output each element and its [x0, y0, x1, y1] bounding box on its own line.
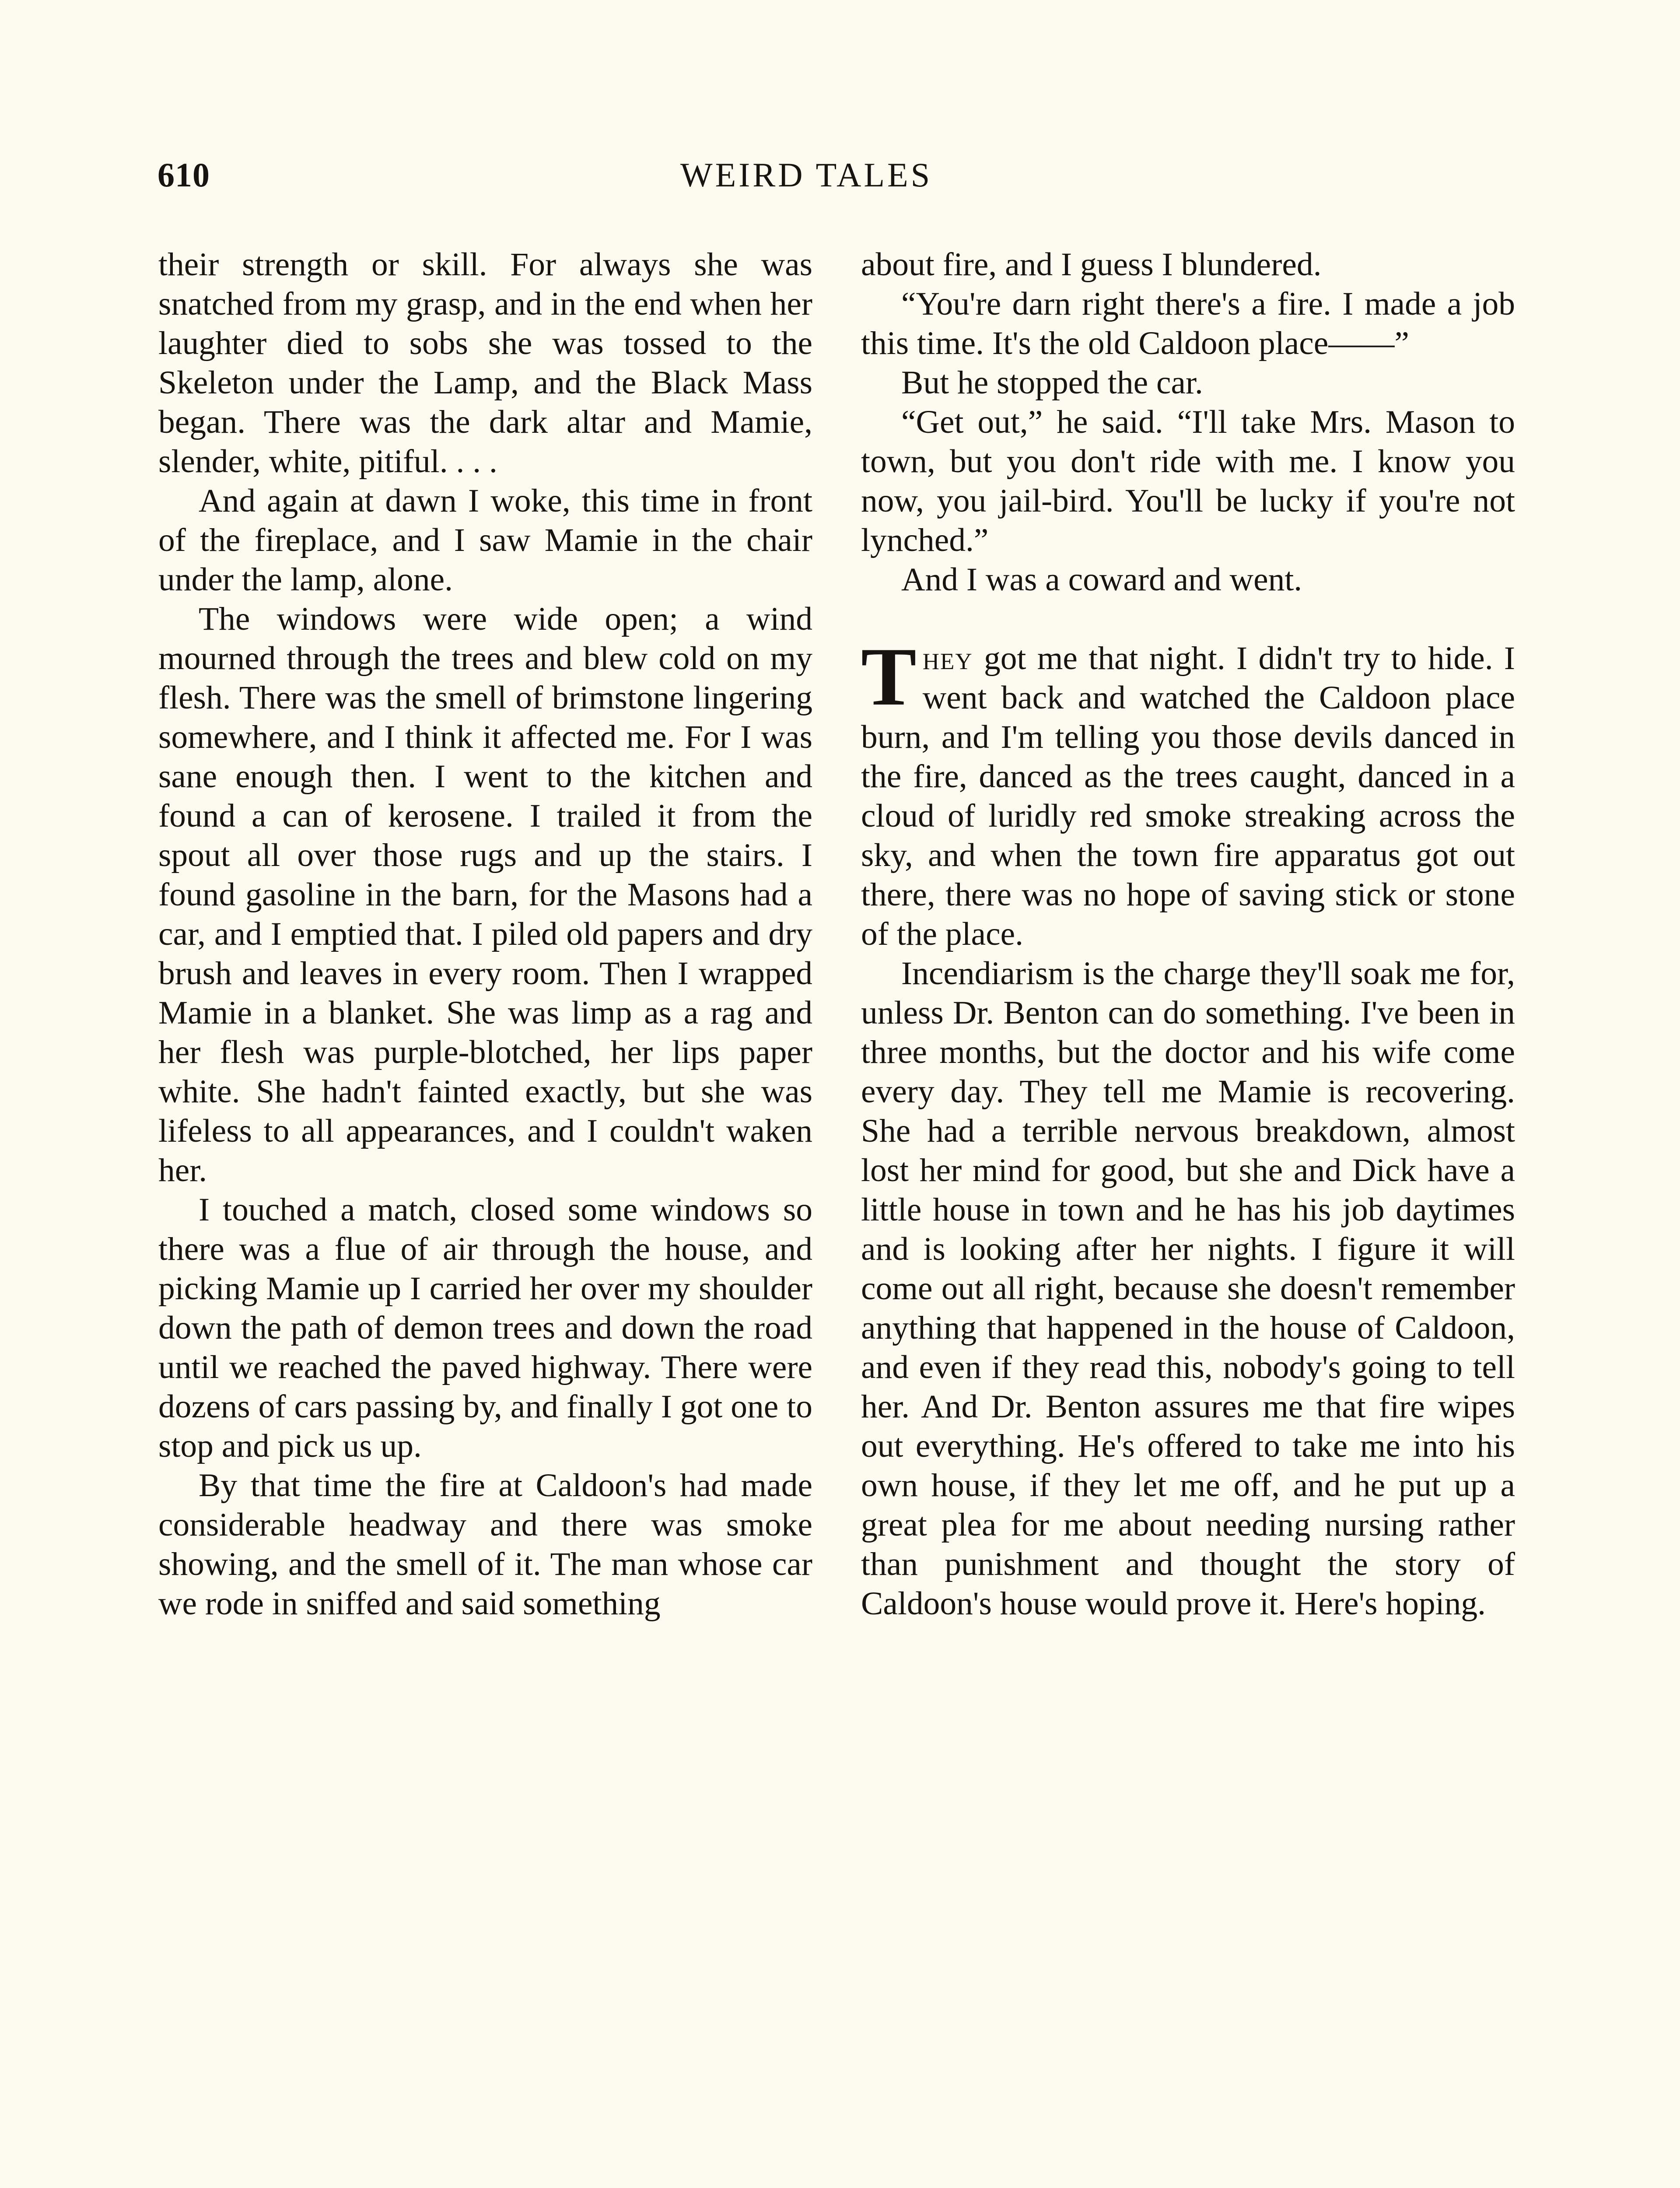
paragraph-text: got me that night. I didn't try to hide. I went back and watched the Caldoon place burn, and I'm telling you those devils danced in the fire, danced as the trees caught, danced in a cloud of luridly red smoke streaking across the sky, and when the town fire apparatus got out there, there was no hope of saving stick or stone of the place. — [861, 640, 1515, 952]
paragraph: And I was a coward and went. — [901, 561, 1302, 598]
page-header — [158, 155, 1522, 199]
paragraph: about fire, and I guess I blundered. — [861, 246, 1322, 283]
paragraph: And again at dawn I woke, this time in front of the fireplace, and I saw Mamie in the chair under the lamp, alone. — [158, 483, 812, 598]
paragraph: But he stopped the car. — [901, 365, 1203, 401]
drop-cap: T — [861, 631, 917, 723]
paragraph: By that time the fire at Caldoon's had made considerable headway and there was smoke showing, and the smell of it. The man whose car we rode in sniffed and said something — [158, 1467, 812, 1622]
paragraph: “Get out,” he said. “I'll take Mrs. Mason to town, but you don't ride with me. I know you now, you jail-bird. You'll be lucky if you're not lynched.” — [861, 404, 1515, 558]
left-column — [158, 245, 812, 1623]
paragraph: their strength or skill. For always she was snatched from my grasp, and in the end when her laughter died to sobs she was tossed to the Skeleton under the Lamp, and the Black Mass began. There was the dark altar and Mamie, slender, white, pitiful. . . . — [158, 246, 812, 480]
page-number: 610 — [158, 156, 210, 194]
right-column — [861, 245, 1515, 1623]
paragraph: I touched a match, closed some windows so there was a flue of air through the house, and picking Mamie up I carried her over my shoulder down the path of demon trees and down the road until we reached the paved highway. There were dozens of cars passing by, and finally I got one to stop and pick us up. — [158, 1192, 812, 1464]
paragraph: “You're darn right there's a fire. I made a job this time. It's the old Caldoon place——” — [861, 286, 1515, 361]
paragraph: Incendiarism is the charge they'll soak me for, unless Dr. Benton can do something. I've been in three months, but the doctor and his wife come every day. They tell me Mamie is recovering. She had a terrible nervous breakdown, almost lost her mind for good, but she and Dick have a little house in town and he has his job daytimes and is looking after her nights. I figure it will come out all right, because she doesn't remember anything that happened in the house of Caldoon, and even if they read this, nobody's going to tell her. And Dr. Benton assures me that fire wipes out everything. He's offered to take me into his own house, if they let me off, and he put up a great plea for me about needing nursing rather than punishment and thought the story of Caldoon's house would prove it. Here's hoping. — [861, 955, 1515, 1622]
running-head: WEIRD TALES — [680, 156, 933, 194]
paragraph: The windows were wide open; a wind mourned through the trees and blew cold on my flesh. There was the smell of brimstone lingering somewhere, and I think it affected me. For I was sane enough then. I went to the kitchen and found a can of kerosene. I trailed it from the spout all over those rugs and up the stairs. I found gasoline in the barn, for the Masons had a car, and I emptied that. I piled old papers and dry brush and leaves in every room. Then I wrapped Mamie in a blanket. She was limp as a rag and her flesh was purple-blotched, her lips paper white. She hadn't fainted exactly, but she was lifeless to all appearances, and I couldn't waken her. — [158, 601, 812, 1189]
section-opening-paragraph — [861, 631, 1515, 954]
small-caps-lead: hey — [922, 640, 973, 677]
